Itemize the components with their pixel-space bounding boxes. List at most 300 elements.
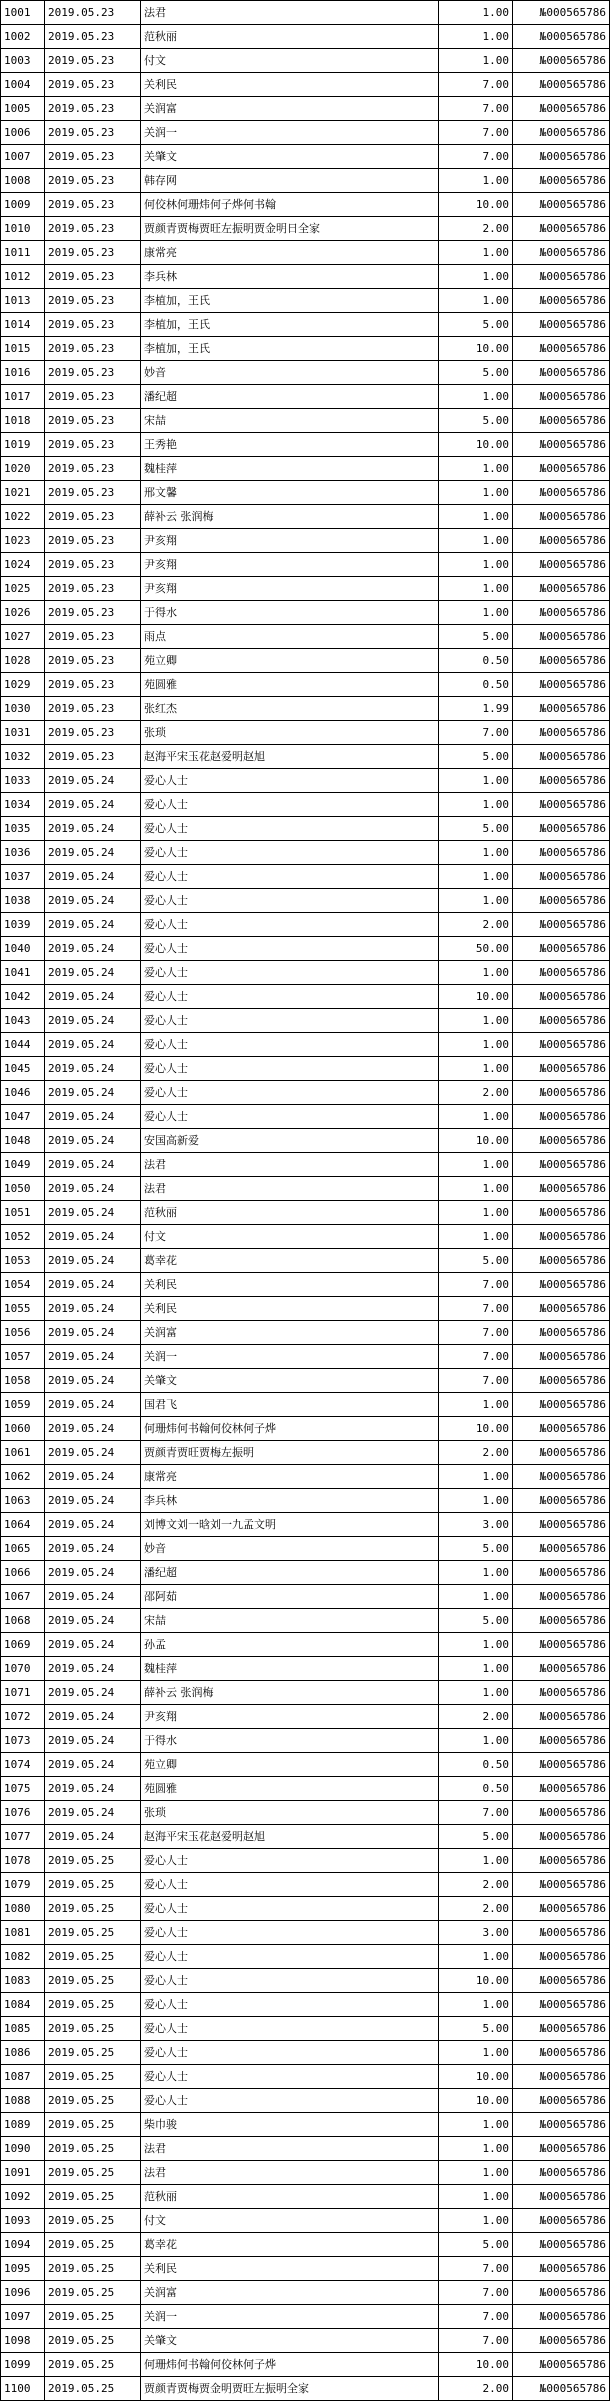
donor-name: 李植加，王氏 <box>141 289 439 313</box>
row-number: 1044 <box>1 1033 45 1057</box>
row-number: 1047 <box>1 1105 45 1129</box>
donation-date: 2019.05.23 <box>45 313 141 337</box>
donor-name: 妙音 <box>141 361 439 385</box>
row-number: 1016 <box>1 361 45 385</box>
row-number: 1071 <box>1 1681 45 1705</box>
donation-amount: 7.00 <box>439 1801 513 1825</box>
donor-name: 张琐 <box>141 721 439 745</box>
receipt-number: №000565786 <box>513 1225 610 1249</box>
donation-date: 2019.05.23 <box>45 409 141 433</box>
row-number: 1068 <box>1 1609 45 1633</box>
receipt-number: №000565786 <box>513 1057 610 1081</box>
donor-name: 王秀艳 <box>141 433 439 457</box>
row-number: 1051 <box>1 1201 45 1225</box>
receipt-number: №000565786 <box>513 913 610 937</box>
receipt-number: №000565786 <box>513 25 610 49</box>
donor-name: 邢文馨 <box>141 481 439 505</box>
row-number: 1060 <box>1 1417 45 1441</box>
receipt-number: №000565786 <box>513 1297 610 1321</box>
donation-amount: 1.00 <box>439 1 513 25</box>
donation-amount: 1.00 <box>439 769 513 793</box>
donation-amount: 7.00 <box>439 2281 513 2305</box>
row-number: 1045 <box>1 1057 45 1081</box>
row-number: 1014 <box>1 313 45 337</box>
donation-amount: 1.00 <box>439 505 513 529</box>
row-number: 1086 <box>1 2041 45 2065</box>
donor-name: 刘博文刘一晗刘一九孟文明 <box>141 1513 439 1537</box>
donor-name: 关润富 <box>141 97 439 121</box>
donation-amount: 2.00 <box>439 1897 513 1921</box>
donor-name: 关润一 <box>141 1345 439 1369</box>
donation-date: 2019.05.25 <box>45 2089 141 2113</box>
row-number: 1032 <box>1 745 45 769</box>
donation-date: 2019.05.25 <box>45 2113 141 2137</box>
donation-amount: 1.00 <box>439 457 513 481</box>
donation-amount: 5.00 <box>439 2017 513 2041</box>
table-row <box>1 1825 610 1849</box>
donation-date: 2019.05.23 <box>45 433 141 457</box>
table-row <box>1 913 610 937</box>
donation-date: 2019.05.23 <box>45 1 141 25</box>
table-row <box>1 193 610 217</box>
row-number: 1002 <box>1 25 45 49</box>
donor-name: 爱心人士 <box>141 817 439 841</box>
row-number: 1049 <box>1 1153 45 1177</box>
donor-name: 爱心人士 <box>141 2089 439 2113</box>
donation-date: 2019.05.23 <box>45 169 141 193</box>
row-number: 1062 <box>1 1465 45 1489</box>
row-number: 1031 <box>1 721 45 745</box>
receipt-number: №000565786 <box>513 1633 610 1657</box>
donation-date: 2019.05.25 <box>45 2065 141 2089</box>
row-number: 1021 <box>1 481 45 505</box>
table-row <box>1 1513 610 1537</box>
table-row <box>1 2137 610 2161</box>
table-row <box>1 1969 610 1993</box>
row-number: 1093 <box>1 2209 45 2233</box>
donor-name: 葛幸花 <box>141 1249 439 1273</box>
receipt-number: №000565786 <box>513 697 610 721</box>
donation-amount: 7.00 <box>439 1345 513 1369</box>
donor-name: 何佼林何珊炜何子烨何书翰 <box>141 193 439 217</box>
table-row <box>1 2257 610 2281</box>
donation-date: 2019.05.23 <box>45 145 141 169</box>
row-number: 1009 <box>1 193 45 217</box>
donor-name: 法君 <box>141 1 439 25</box>
donor-name: 爱心人士 <box>141 769 439 793</box>
donation-date: 2019.05.25 <box>45 1993 141 2017</box>
receipt-number: №000565786 <box>513 217 610 241</box>
row-number: 1056 <box>1 1321 45 1345</box>
donation-date: 2019.05.24 <box>45 1729 141 1753</box>
table-row <box>1 1705 610 1729</box>
table-row <box>1 1153 610 1177</box>
row-number: 1055 <box>1 1297 45 1321</box>
donation-amount: 1.00 <box>439 2185 513 2209</box>
table-row <box>1 169 610 193</box>
receipt-number: №000565786 <box>513 313 610 337</box>
table-row <box>1 25 610 49</box>
donation-date: 2019.05.24 <box>45 1033 141 1057</box>
row-number: 1073 <box>1 1729 45 1753</box>
donation-amount: 1.00 <box>439 2113 513 2137</box>
donation-amount: 5.00 <box>439 1825 513 1849</box>
donation-date: 2019.05.24 <box>45 985 141 1009</box>
donation-amount: 1.00 <box>439 1585 513 1609</box>
table-row <box>1 2113 610 2137</box>
donation-amount: 1.00 <box>439 1201 513 1225</box>
table-row <box>1 553 610 577</box>
receipt-number: №000565786 <box>513 2137 610 2161</box>
table-row <box>1 529 610 553</box>
row-number: 1028 <box>1 649 45 673</box>
donation-amount: 7.00 <box>439 2329 513 2353</box>
donation-amount: 1.00 <box>439 1225 513 1249</box>
donation-date: 2019.05.24 <box>45 1465 141 1489</box>
table-row <box>1 1609 610 1633</box>
table-row <box>1 2281 610 2305</box>
table-row <box>1 1561 610 1585</box>
donation-date: 2019.05.24 <box>45 1585 141 1609</box>
ledger-body <box>1 1 610 2401</box>
donor-name: 爱心人士 <box>141 1105 439 1129</box>
table-row <box>1 769 610 793</box>
donation-date: 2019.05.25 <box>45 2017 141 2041</box>
donor-name: 爱心人士 <box>141 793 439 817</box>
row-number: 1017 <box>1 385 45 409</box>
donor-name: 李兵林 <box>141 265 439 289</box>
donor-name: 付文 <box>141 2209 439 2233</box>
donor-name: 关肇文 <box>141 2329 439 2353</box>
donor-name: 法君 <box>141 1153 439 1177</box>
donor-name: 爱心人士 <box>141 1081 439 1105</box>
donation-amount: 1.00 <box>439 481 513 505</box>
donation-date: 2019.05.25 <box>45 2185 141 2209</box>
table-row <box>1 1297 610 1321</box>
donor-name: 贾颜青贾梅贾金明贾旺左振明全家 <box>141 2377 439 2401</box>
donation-amount: 10.00 <box>439 985 513 1009</box>
receipt-number: №000565786 <box>513 505 610 529</box>
donor-name: 魏桂萍 <box>141 457 439 481</box>
table-row <box>1 2017 610 2041</box>
table-row <box>1 1801 610 1825</box>
receipt-number: №000565786 <box>513 817 610 841</box>
donation-date: 2019.05.23 <box>45 241 141 265</box>
donor-name: 爱心人士 <box>141 1993 439 2017</box>
receipt-number: №000565786 <box>513 889 610 913</box>
table-row <box>1 1225 610 1249</box>
donation-amount: 7.00 <box>439 721 513 745</box>
donation-date: 2019.05.23 <box>45 361 141 385</box>
table-row <box>1 1 610 25</box>
row-number: 1023 <box>1 529 45 553</box>
donation-amount: 1.00 <box>439 1393 513 1417</box>
table-row <box>1 1753 610 1777</box>
donation-date: 2019.05.24 <box>45 1297 141 1321</box>
row-number: 1034 <box>1 793 45 817</box>
receipt-number: №000565786 <box>513 1753 610 1777</box>
donation-amount: 1.00 <box>439 1177 513 1201</box>
table-row <box>1 841 610 865</box>
donor-name: 爱心人士 <box>141 2017 439 2041</box>
donation-amount: 1.00 <box>439 1633 513 1657</box>
table-row <box>1 2305 610 2329</box>
donation-amount: 5.00 <box>439 1537 513 1561</box>
donation-amount: 1.00 <box>439 2041 513 2065</box>
receipt-number: №000565786 <box>513 625 610 649</box>
donor-name: 李植加，王氏 <box>141 313 439 337</box>
row-number: 1020 <box>1 457 45 481</box>
table-row <box>1 1777 610 1801</box>
row-number: 1024 <box>1 553 45 577</box>
donation-date: 2019.05.24 <box>45 1513 141 1537</box>
row-number: 1007 <box>1 145 45 169</box>
receipt-number: №000565786 <box>513 1129 610 1153</box>
donation-date: 2019.05.24 <box>45 1681 141 1705</box>
donor-name: 关润一 <box>141 121 439 145</box>
donation-date: 2019.05.24 <box>45 1153 141 1177</box>
donation-date: 2019.05.23 <box>45 457 141 481</box>
donation-amount: 5.00 <box>439 361 513 385</box>
donation-amount: 1.00 <box>439 1681 513 1705</box>
donation-date: 2019.05.23 <box>45 505 141 529</box>
row-number: 1074 <box>1 1753 45 1777</box>
donor-name: 赵海平宋玉花赵爱明赵旭 <box>141 1825 439 1849</box>
donation-date: 2019.05.24 <box>45 1537 141 1561</box>
donation-amount: 10.00 <box>439 2089 513 2113</box>
table-row <box>1 433 610 457</box>
donation-date: 2019.05.23 <box>45 385 141 409</box>
donation-amount: 1.00 <box>439 577 513 601</box>
donor-name: 孙孟 <box>141 1633 439 1657</box>
donation-amount: 7.00 <box>439 97 513 121</box>
table-row <box>1 1129 610 1153</box>
donation-date: 2019.05.23 <box>45 553 141 577</box>
donation-amount: 7.00 <box>439 1369 513 1393</box>
row-number: 1076 <box>1 1801 45 1825</box>
table-row <box>1 1321 610 1345</box>
row-number: 1061 <box>1 1441 45 1465</box>
donor-name: 安国高新爱 <box>141 1129 439 1153</box>
donation-date: 2019.05.25 <box>45 2329 141 2353</box>
donation-date: 2019.05.24 <box>45 1009 141 1033</box>
donation-date: 2019.05.25 <box>45 2233 141 2257</box>
table-row <box>1 697 610 721</box>
donation-amount: 1.00 <box>439 1033 513 1057</box>
donation-date: 2019.05.24 <box>45 1777 141 1801</box>
row-number: 1033 <box>1 769 45 793</box>
receipt-number: №000565786 <box>513 73 610 97</box>
table-row <box>1 2185 610 2209</box>
donor-name: 张红杰 <box>141 697 439 721</box>
receipt-number: №000565786 <box>513 1873 610 1897</box>
donor-name: 康常亮 <box>141 241 439 265</box>
receipt-number: №000565786 <box>513 1273 610 1297</box>
donor-name: 爱心人士 <box>141 1969 439 1993</box>
donation-date: 2019.05.24 <box>45 1801 141 1825</box>
donation-date: 2019.05.23 <box>45 97 141 121</box>
donation-amount: 10.00 <box>439 1129 513 1153</box>
receipt-number: №000565786 <box>513 2233 610 2257</box>
donor-name: 赵海平宋玉花赵爱明赵旭 <box>141 745 439 769</box>
table-row <box>1 1489 610 1513</box>
row-number: 1019 <box>1 433 45 457</box>
row-number: 1081 <box>1 1921 45 1945</box>
donor-name: 张琐 <box>141 1801 439 1825</box>
receipt-number: №000565786 <box>513 1 610 25</box>
table-row <box>1 505 610 529</box>
donation-amount: 1.00 <box>439 889 513 913</box>
donor-name: 关利民 <box>141 73 439 97</box>
row-number: 1099 <box>1 2353 45 2377</box>
donation-amount: 7.00 <box>439 1273 513 1297</box>
donation-amount: 1.00 <box>439 793 513 817</box>
donor-name: 范秋丽 <box>141 25 439 49</box>
donation-amount: 1.00 <box>439 1489 513 1513</box>
donor-name: 关润富 <box>141 1321 439 1345</box>
row-number: 1097 <box>1 2305 45 2329</box>
receipt-number: №000565786 <box>513 2185 610 2209</box>
donation-amount: 5.00 <box>439 625 513 649</box>
donation-amount: 1.00 <box>439 1849 513 1873</box>
receipt-number: №000565786 <box>513 1657 610 1681</box>
row-number: 1098 <box>1 2329 45 2353</box>
donation-amount: 1.00 <box>439 1153 513 1177</box>
donation-amount: 10.00 <box>439 2065 513 2089</box>
donation-amount: 50.00 <box>439 937 513 961</box>
donation-date: 2019.05.24 <box>45 1249 141 1273</box>
receipt-number: №000565786 <box>513 529 610 553</box>
donation-date: 2019.05.23 <box>45 193 141 217</box>
row-number: 1035 <box>1 817 45 841</box>
receipt-number: №000565786 <box>513 1801 610 1825</box>
donation-date: 2019.05.23 <box>45 121 141 145</box>
receipt-number: №000565786 <box>513 2257 610 2281</box>
receipt-number: №000565786 <box>513 769 610 793</box>
donation-date: 2019.05.24 <box>45 865 141 889</box>
receipt-number: №000565786 <box>513 985 610 1009</box>
donor-name: 爱心人士 <box>141 1057 439 1081</box>
donor-name: 爱心人士 <box>141 961 439 985</box>
receipt-number: №000565786 <box>513 793 610 817</box>
receipt-number: №000565786 <box>513 1729 610 1753</box>
receipt-number: №000565786 <box>513 1609 610 1633</box>
row-number: 1039 <box>1 913 45 937</box>
table-row <box>1 145 610 169</box>
donor-name: 爱心人士 <box>141 1849 439 1873</box>
donation-amount: 7.00 <box>439 1321 513 1345</box>
donation-amount: 10.00 <box>439 433 513 457</box>
row-number: 1064 <box>1 1513 45 1537</box>
donation-date: 2019.05.23 <box>45 697 141 721</box>
receipt-number: №000565786 <box>513 577 610 601</box>
table-row <box>1 1897 610 1921</box>
donor-name: 爱心人士 <box>141 1921 439 1945</box>
donation-amount: 0.50 <box>439 1777 513 1801</box>
receipt-number: №000565786 <box>513 721 610 745</box>
row-number: 1090 <box>1 2137 45 2161</box>
table-row <box>1 889 610 913</box>
donation-amount: 1.00 <box>439 865 513 889</box>
donation-date: 2019.05.25 <box>45 2209 141 2233</box>
row-number: 1065 <box>1 1537 45 1561</box>
donation-amount: 1.00 <box>439 289 513 313</box>
donation-date: 2019.05.24 <box>45 1705 141 1729</box>
receipt-number: №000565786 <box>513 649 610 673</box>
row-number: 1037 <box>1 865 45 889</box>
table-row <box>1 1681 610 1705</box>
receipt-number: №000565786 <box>513 265 610 289</box>
row-number: 1012 <box>1 265 45 289</box>
receipt-number: №000565786 <box>513 145 610 169</box>
receipt-number: №000565786 <box>513 1417 610 1441</box>
table-row <box>1 481 610 505</box>
row-number: 1069 <box>1 1633 45 1657</box>
table-row <box>1 2089 610 2113</box>
donor-name: 关肇文 <box>141 1369 439 1393</box>
row-number: 1050 <box>1 1177 45 1201</box>
donation-amount: 0.50 <box>439 649 513 673</box>
receipt-number: №000565786 <box>513 2329 610 2353</box>
donation-amount: 1.00 <box>439 1993 513 2017</box>
donation-amount: 5.00 <box>439 745 513 769</box>
table-row <box>1 985 610 1009</box>
row-number: 1022 <box>1 505 45 529</box>
row-number: 1040 <box>1 937 45 961</box>
donation-date: 2019.05.24 <box>45 1609 141 1633</box>
donation-amount: 2.00 <box>439 1873 513 1897</box>
donation-date: 2019.05.24 <box>45 1393 141 1417</box>
receipt-number: №000565786 <box>513 1897 610 1921</box>
table-row <box>1 1369 610 1393</box>
receipt-number: №000565786 <box>513 1993 610 2017</box>
row-number: 1052 <box>1 1225 45 1249</box>
table-row <box>1 1849 610 1873</box>
row-number: 1067 <box>1 1585 45 1609</box>
receipt-number: №000565786 <box>513 457 610 481</box>
row-number: 1057 <box>1 1345 45 1369</box>
donor-name: 尹亥翔 <box>141 529 439 553</box>
row-number: 1066 <box>1 1561 45 1585</box>
row-number: 1100 <box>1 2377 45 2401</box>
table-row <box>1 97 610 121</box>
table-row <box>1 217 610 241</box>
receipt-number: №000565786 <box>513 409 610 433</box>
row-number: 1083 <box>1 1969 45 1993</box>
donation-amount: 5.00 <box>439 817 513 841</box>
donation-amount: 5.00 <box>439 313 513 337</box>
row-number: 1079 <box>1 1873 45 1897</box>
donation-date: 2019.05.24 <box>45 817 141 841</box>
table-row <box>1 2065 610 2089</box>
table-row <box>1 673 610 697</box>
receipt-number: №000565786 <box>513 289 610 313</box>
donation-amount: 2.00 <box>439 217 513 241</box>
table-row <box>1 2209 610 2233</box>
table-row <box>1 1873 610 1897</box>
donation-amount: 1.00 <box>439 1729 513 1753</box>
receipt-number: №000565786 <box>513 1513 610 1537</box>
receipt-number: №000565786 <box>513 1393 610 1417</box>
donation-date: 2019.05.23 <box>45 337 141 361</box>
donor-name: 邵阿茹 <box>141 1585 439 1609</box>
receipt-number: №000565786 <box>513 2065 610 2089</box>
receipt-number: №000565786 <box>513 1825 610 1849</box>
donation-amount: 2.00 <box>439 1441 513 1465</box>
donation-date: 2019.05.24 <box>45 1201 141 1225</box>
table-row <box>1 2161 610 2185</box>
table-row <box>1 1945 610 1969</box>
